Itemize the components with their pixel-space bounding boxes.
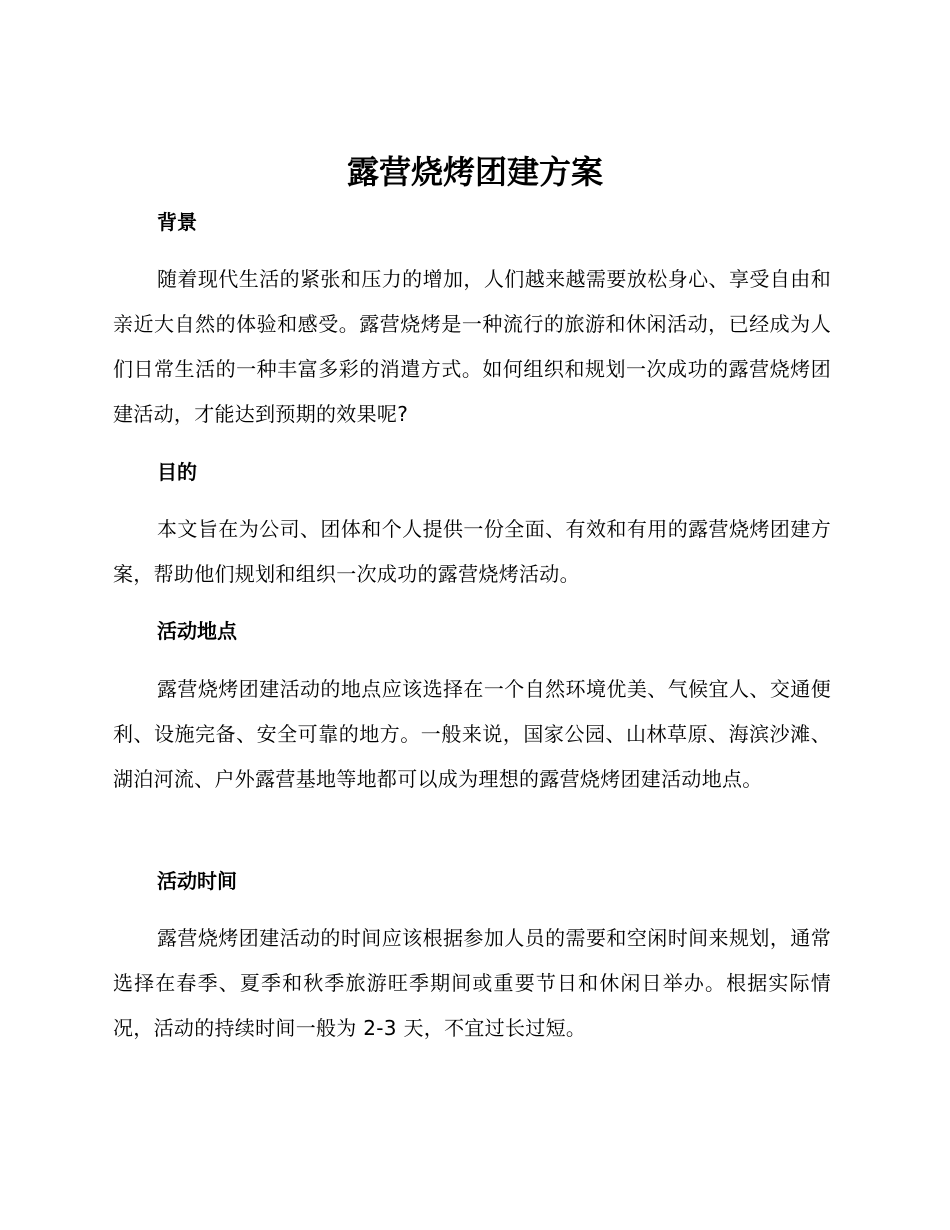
section-heading-background: 背景 <box>157 210 197 234</box>
document-title: 露营烧烤团建方案 <box>346 153 603 191</box>
section-heading-time: 活动时间 <box>157 869 237 893</box>
section-heading-location: 活动地点 <box>157 619 237 643</box>
section-body-background: 随着现代生活的紧张和压力的增加，人们越来越需要放松身心、享受自由和亲近大自然的体验和感受。露营烧烤是一种流行的旅游和休闲活动，已经成为人们日常生活的一种丰富多彩的消遣方式。如何组织和规划一次成功的露营烧烤团建活动，才能达到预期的效果呢? <box>113 267 831 426</box>
section-body-purpose: 本文旨在为公司、团体和个人提供一份全面、有效和有用的露营烧烤团建方案，帮助他们规划和组织一次成功的露营烧烤活动。 <box>113 517 831 586</box>
section-body-location: 露营烧烤团建活动的地点应该选择在一个自然环境优美、气候宜人、交通便利、设施完备、安全可靠的地方。一般来说，国家公园、山林草原、海滨沙滩、湖泊河流、户外露营基地等地都可以成为理想的露营烧烤团建活动地点。 <box>113 677 831 791</box>
section-body-time: 露营烧烤团建活动的时间应该根据参加人员的需要和空闲时间来规划，通常选择在春季、夏季和秋季旅游旺季期间或重要节日和休闲日举办。根据实际情况，活动的持续时间一般为 2-3 天，不宜过长过短。 <box>113 926 831 1040</box>
section-heading-purpose: 目的 <box>157 460 197 484</box>
